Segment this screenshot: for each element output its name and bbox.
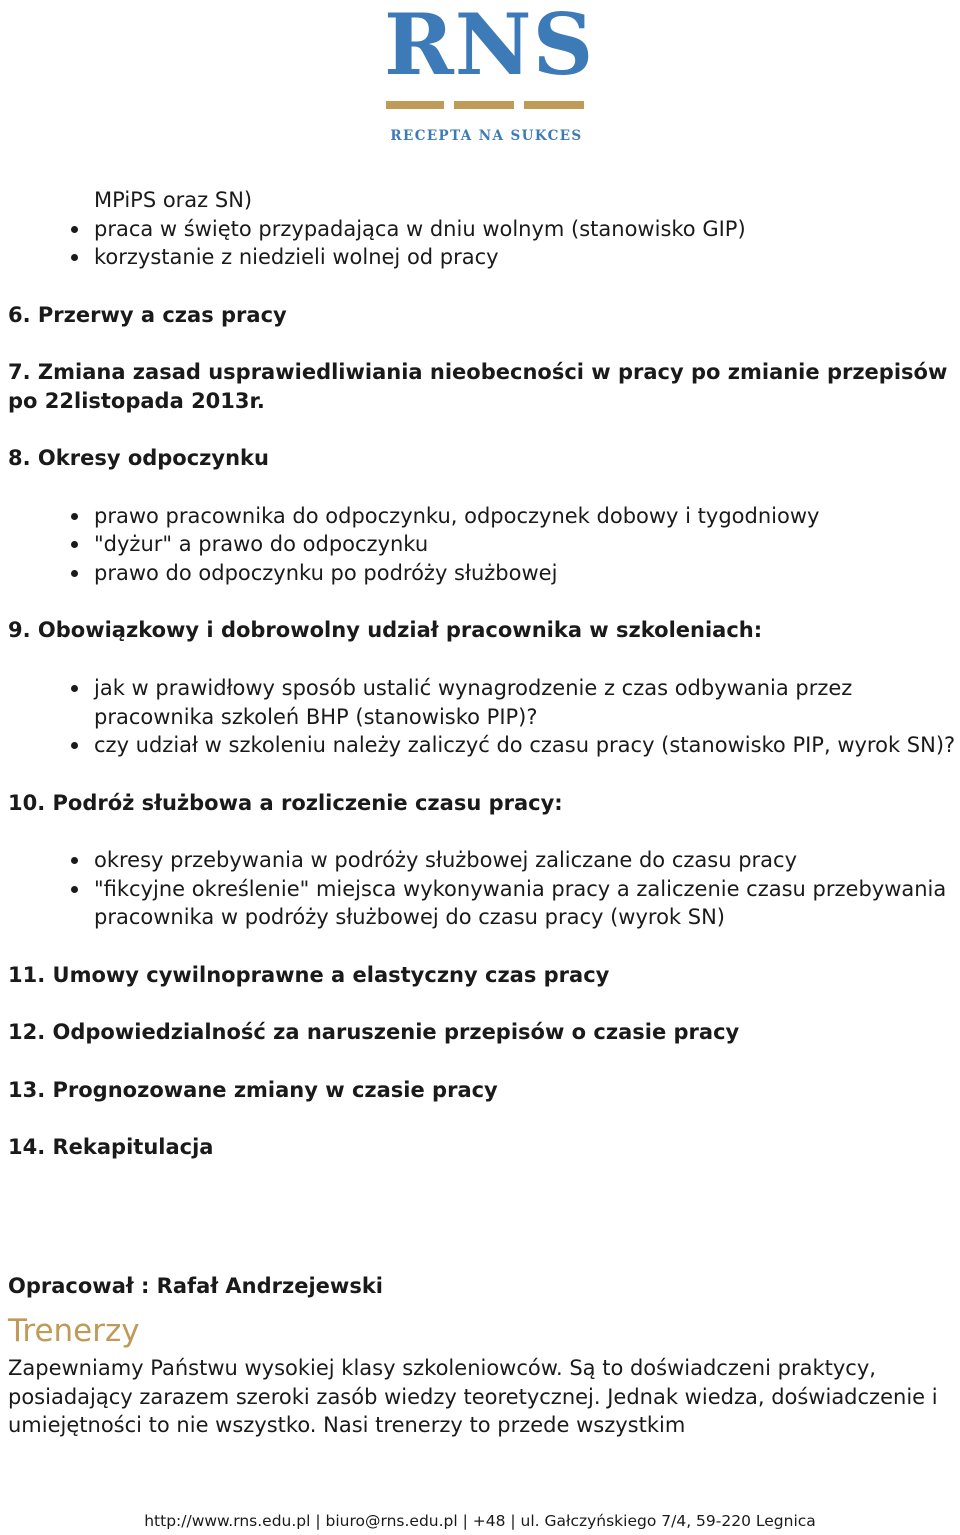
heading-12: 12. Odpowiedzialność za naruszenie przepisów o czasie pracy <box>8 1020 740 1045</box>
trainers-paragraph: Zapewniamy Państwu wysokiej klasy szkoleniowców. Są to doświadczeni praktycy, posiadający zarazem szeroki zasób wiedzy teoretycznej. Jednak wiedza, doświadczenie i umiejętności to nie wszystko. Nasi trenerzy to przede wszystkim <box>8 1356 938 1438</box>
logo-bar <box>386 101 444 109</box>
logo-bar <box>454 101 514 109</box>
rns-logo <box>384 0 595 144</box>
document-body <box>8 186 958 1162</box>
list-item: prawo do odpoczynku po podróży służbowej <box>8 559 958 588</box>
list-item: czy udział w szkoleniu należy zaliczyć do czasu pracy (stanowisko PIP, wyrok SN)? <box>8 731 958 760</box>
heading-10: 10. Podróż służbowa a rozliczenie czasu pracy: <box>8 790 563 815</box>
list-item: praca w święto przypadająca w dniu wolnym (stanowisko GIP) <box>8 215 958 244</box>
bullet-list-8 <box>8 502 958 588</box>
trainers-heading: Trenerzy <box>8 1313 140 1349</box>
heading-13: 13. Prognozowane zmiany w czasie pracy <box>8 1077 498 1102</box>
bullet-list-a <box>8 215 958 272</box>
logo-letters: RNS <box>384 0 595 94</box>
list-item: korzystanie z niedzieli wolnej od pracy <box>8 243 958 272</box>
bullet-list-10 <box>8 846 958 932</box>
heading-14: 14. Rekapitulacja <box>8 1135 214 1160</box>
list-item: "dyżur" a prawo do odpoczynku <box>8 530 958 559</box>
continuation-text: MPiPS oraz SN) <box>94 188 253 212</box>
list-item: prawo pracownika do odpoczynku, odpoczynek dobowy i tygodniowy <box>8 502 958 531</box>
heading-6: 6. Przerwy a czas pracy <box>8 302 287 327</box>
heading-8: 8. Okresy odpoczynku <box>8 446 269 471</box>
list-item: jak w prawidłowy sposób ustalić wynagrodzenie z czas odbywania przez pracownika szkoleń BHP (stanowisko PIP)? <box>8 674 958 731</box>
author-line: Opracował : Rafał Andrzejewski <box>8 1274 383 1298</box>
heading-11: 11. Umowy cywilnoprawne a elastyczny czas pracy <box>8 962 610 987</box>
bullet-list-9 <box>8 674 958 760</box>
footer-contact: http://www.rns.edu.pl | biuro@rns.edu.pl | +48 | ul. Gałczyńskiego 7/4, 59-220 Legnica <box>144 1512 816 1530</box>
logo-bar <box>524 101 584 109</box>
list-item: "fikcyjne określenie" miejsca wykonywania pracy a zaliczenie czasu przebywania pracownika w podróży służbowej do czasu pracy (wyrok SN) <box>8 875 958 932</box>
list-item: okresy przebywania w podróży służbowej zaliczane do czasu pracy <box>8 846 958 875</box>
heading-7: 7. Zmiana zasad usprawiedliwiania nieobecności w pracy po zmianie przepisów po 22listopada 2013r. <box>8 360 948 413</box>
logo-tagline: RECEPTA NA SUKCES <box>390 128 583 144</box>
heading-9: 9. Obowiązkowy i dobrowolny udział pracownika w szkoleniach: <box>8 618 763 643</box>
